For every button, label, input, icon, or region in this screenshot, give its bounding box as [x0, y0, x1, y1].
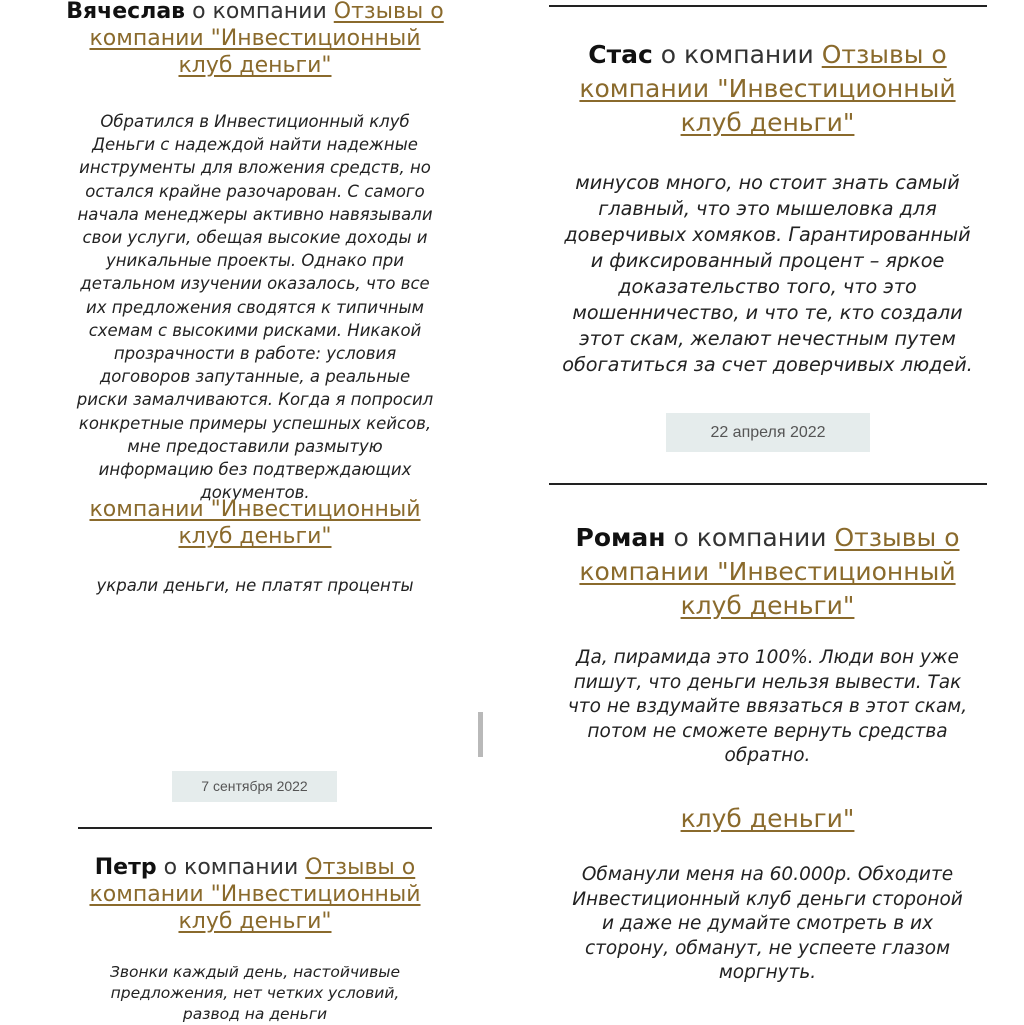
review-line: инструменты для вложения средств, но — [79, 158, 431, 178]
review-line: моргнуть. — [718, 962, 817, 984]
company-link[interactable]: клуб деньги" — [178, 524, 332, 549]
author-name: Стас — [588, 40, 653, 69]
company-link[interactable]: Отзывы о — [333, 0, 444, 24]
review-text-vyacheslav — [30, 110, 480, 504]
company-link[interactable]: компании "Инвестиционный — [579, 74, 956, 103]
company-link[interactable]: клуб деньги" — [680, 591, 855, 620]
review-line: предложения, нет четких условий, — [110, 984, 400, 1002]
company-link[interactable]: клуб деньги" — [178, 53, 332, 78]
review-line: Обманули меня на 60.000р. Обходите — [581, 864, 954, 885]
review-header-petr — [30, 854, 480, 935]
review-line: остался крайне разочарован. С самого — [85, 181, 425, 201]
company-link[interactable]: компании "Инвестиционный — [89, 26, 421, 51]
review-line: развод на деньги — [182, 1005, 328, 1023]
review-header-stas — [540, 38, 995, 140]
company-link[interactable]: компании "Инвестиционный — [89, 882, 421, 907]
review-line: украли деньги, не платят проценты — [96, 576, 414, 595]
review-line: начала менеджеры активно навязывали — [77, 204, 433, 224]
company-link[interactable]: компании "Инвестиционный — [579, 557, 956, 586]
review-line: Деньги с надеждой найти надежные — [92, 135, 418, 155]
review-line: обратно. — [724, 745, 811, 767]
review-line: конкретные примеры успешных кейсов, — [78, 413, 432, 433]
connector-text: о компании — [192, 0, 327, 24]
review-date-badge: 22 апреля 2022 — [666, 413, 870, 452]
company-link[interactable]: Отзывы о — [305, 855, 416, 880]
connector-text: о компании — [163, 855, 299, 880]
review-header-vyacheslav — [30, 0, 480, 79]
author-name: Роман — [575, 523, 666, 552]
review-line: документов. — [200, 483, 310, 503]
review-divider — [78, 827, 432, 829]
review-line: договоров запутанные, а реальные — [99, 367, 411, 387]
review-line: обогатиться за счет доверчивых людей. — [562, 353, 973, 376]
review-line: и фиксированный процент – яркое — [590, 249, 945, 272]
review-line: прозрачности в работе: условия — [113, 344, 397, 364]
overlapped-company-link — [30, 496, 480, 550]
company-link[interactable]: Отзывы о — [821, 40, 947, 69]
review-line: информацию без подтверждающих — [98, 460, 412, 480]
review-line: схемам с высокими рисками. Никакой — [88, 320, 422, 340]
scrollbar-thumb[interactable] — [478, 712, 483, 757]
company-link[interactable]: компании "Инвестиционный — [89, 497, 421, 522]
review-divider — [549, 5, 987, 7]
review-line: и даже не думайте смотреть в их — [601, 913, 934, 935]
review-line: уникальные проекты. Однако при — [105, 251, 405, 271]
review-line: их предложения сводятся к типичным — [85, 297, 425, 317]
review-line: сторону, обманут, не успеете глазом — [584, 937, 951, 959]
review-line: доверчивых хомяков. Гарантированный — [564, 223, 971, 246]
review-line: свои услуги, обещая высокие доходы и — [82, 228, 428, 248]
review-line: Да, пирамида это 100%. Люди вон уже — [576, 647, 959, 668]
review-line: Звонки каждый день, настойчивые — [109, 963, 401, 981]
review-line: Обратился в Инвестиционный клуб — [100, 112, 410, 131]
review-text-stas — [540, 170, 995, 378]
connector-text: о компании — [673, 523, 827, 552]
review-date-badge: 7 сентября 2022 — [172, 771, 337, 802]
review-line: мошенничество, и что те, кто создали — [572, 301, 963, 324]
review-text-deceived — [540, 863, 995, 986]
review-line: этот скам, желают нечестным путем — [579, 327, 956, 350]
company-link[interactable]: клуб деньги" — [680, 108, 855, 137]
company-link[interactable]: Отзывы о — [834, 523, 960, 552]
review-line: потом не сможете вернуть средства — [587, 720, 948, 742]
review-line: минусов много, но стоит знать самый — [575, 171, 960, 194]
review-line: доказательство того, что это — [618, 275, 917, 298]
review-divider — [549, 483, 987, 485]
author-name: Вячеслав — [66, 0, 186, 24]
review-line: главный, что это мышеловка для — [598, 197, 937, 220]
review-line: Инвестиционный клуб деньги стороной — [572, 888, 963, 910]
review-line: что не вздумайте ввязаться в этот скам, — [567, 696, 968, 718]
review-header-roman — [540, 521, 995, 623]
review-line: пишут, что деньги нельзя вывести. Так — [573, 671, 962, 693]
review-line: риски замалчиваются. Когда я попросил — [76, 390, 434, 410]
review-text-short — [30, 574, 480, 597]
company-link[interactable]: клуб деньги" — [680, 804, 855, 833]
review-line: детальном изучении оказалось, что все — [80, 274, 430, 294]
connector-text: о компании — [660, 40, 814, 69]
review-text-roman — [540, 646, 995, 769]
author-name: Петр — [94, 855, 157, 880]
review-line: мне предоставили размытую — [127, 436, 383, 456]
review-text-petr — [30, 962, 480, 1025]
company-link[interactable]: клуб деньги" — [178, 909, 332, 934]
overlapped-company-link — [540, 802, 995, 836]
